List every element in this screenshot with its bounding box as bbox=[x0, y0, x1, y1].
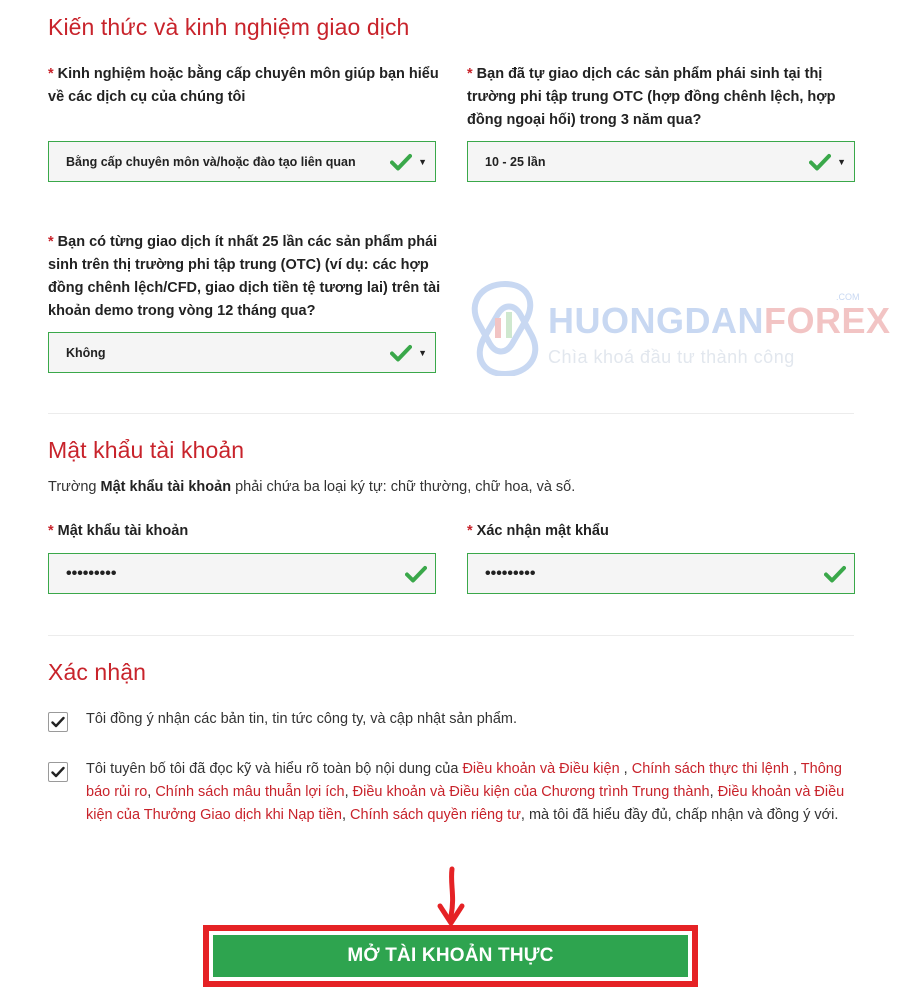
required-asterisk: * bbox=[48, 66, 54, 82]
password-label bbox=[48, 520, 188, 543]
question-otc-3-years-label bbox=[467, 63, 852, 132]
separator: , bbox=[788, 761, 801, 777]
password-requirements-text bbox=[48, 479, 575, 495]
confirm-password-value: ••••••••• bbox=[485, 564, 536, 582]
desc-prefix: Trường bbox=[48, 479, 101, 495]
section-divider bbox=[48, 635, 854, 636]
password-value: ••••••••• bbox=[66, 564, 117, 582]
chevron-down-icon: ▼ bbox=[418, 347, 427, 358]
question-text: Bạn có từng giao dịch ít nhất 25 lần các sản phẩm phái sinh trên thị trường phi tập trung (OTC) (ví dụ: các hợp đồng chênh lệch/CFD, giao dịch tiền tệ tương lai) trên tài khoản demo trong vòng 12 tháng qua? bbox=[48, 234, 441, 319]
label-text: Mật khẩu tài khoản bbox=[57, 523, 189, 539]
section-title-knowledge: Kiến thức và kinh nghiệm giao dịch bbox=[48, 14, 410, 40]
question-demo-trades-label bbox=[48, 231, 443, 323]
watermark bbox=[468, 280, 891, 380]
watermark-brand bbox=[548, 300, 891, 342]
link-terms-conditions[interactable]: Điều khoản và Điều kiện bbox=[462, 761, 620, 777]
valid-check-icon bbox=[390, 153, 412, 171]
link-conflicts-of-interest-policy[interactable]: Chính sách mâu thuẫn lợi ích bbox=[155, 784, 345, 800]
link-order-execution-policy[interactable]: Chính sách thực thi lệnh bbox=[631, 761, 789, 777]
section-title-password: Mật khẩu tài khoản bbox=[48, 437, 245, 463]
annotation-arrow-icon bbox=[436, 866, 466, 928]
separator: , bbox=[147, 784, 156, 800]
valid-check-icon bbox=[405, 565, 427, 583]
link-loyalty-program-terms[interactable]: Điều khoản và Điều kiện của Chương trình Trung thành bbox=[352, 784, 710, 800]
confirm-password-input[interactable] bbox=[467, 553, 855, 594]
separator: , bbox=[341, 807, 350, 823]
select-value: Bằng cấp chuyên môn và/hoặc đào tạo liên quan bbox=[66, 154, 356, 169]
separator: , bbox=[619, 761, 632, 777]
desc-bold: Mật khẩu tài khoản bbox=[100, 479, 232, 495]
watermark-brand-part2: FOREX bbox=[764, 300, 891, 341]
separator: , bbox=[709, 784, 718, 800]
link-deposit-bonus-terms[interactable]: Điều khoản và Điều kiện của Thưởng Giao dịch khi Nạp tiền bbox=[86, 784, 845, 823]
select-otc-trade-count[interactable] bbox=[467, 141, 855, 182]
label-text: Xác nhận mật khẩu bbox=[476, 523, 609, 539]
question-text: Kinh nghiệm hoặc bằng cấp chuyên môn giúp bạn hiểu về các dịch cụ của chúng tôi bbox=[48, 66, 439, 105]
select-professional-experience[interactable] bbox=[48, 141, 436, 182]
consent-text-part: Tôi tuyên bố tôi đã đọc kỹ và hiểu rõ toàn bộ nội dung của bbox=[86, 761, 463, 777]
select-value: Không bbox=[66, 345, 106, 360]
valid-check-icon bbox=[809, 153, 831, 171]
required-asterisk: * bbox=[48, 523, 54, 539]
question-text: Bạn đã tự giao dịch các sản phẩm phái sinh tại thị trường phi tập trung OTC (hợp đồng chênh lệch, hợp đồng ngoại hối) trong 3 năm qua? bbox=[467, 66, 836, 128]
select-demo-trades[interactable] bbox=[48, 332, 436, 373]
checkmark-icon bbox=[51, 765, 65, 779]
password-input[interactable] bbox=[48, 553, 436, 594]
watermark-logo-icon bbox=[470, 280, 540, 376]
consent-text-part: , mà tôi đã hiểu đầy đủ, chấp nhận và đồng ý với. bbox=[520, 807, 839, 823]
newsletter-checkbox[interactable] bbox=[48, 712, 68, 732]
terms-checkbox[interactable] bbox=[48, 762, 68, 782]
valid-check-icon bbox=[390, 344, 412, 362]
cta-highlight-box bbox=[203, 925, 698, 987]
required-asterisk: * bbox=[48, 234, 54, 250]
newsletter-consent-text: Tôi đồng ý nhận các bản tin, tin tức công ty, và cập nhật sản phẩm. bbox=[86, 711, 517, 727]
select-value: 10 - 25 lần bbox=[485, 154, 546, 169]
link-privacy-policy[interactable]: Chính sách quyền riêng tư bbox=[350, 807, 521, 823]
section-title-confirm: Xác nhận bbox=[48, 659, 146, 685]
watermark-suffix: .COM bbox=[836, 292, 860, 302]
question-professional-experience-label bbox=[48, 63, 443, 109]
open-real-account-button[interactable]: MỞ TÀI KHOẢN THỰC bbox=[213, 935, 688, 977]
confirm-password-label bbox=[467, 520, 609, 543]
chevron-down-icon: ▼ bbox=[837, 156, 846, 167]
separator: , bbox=[344, 784, 353, 800]
desc-suffix: phải chứa ba loại ký tự: chữ thường, chữ hoa, và số. bbox=[231, 479, 576, 495]
valid-check-icon bbox=[824, 565, 846, 583]
section-divider bbox=[48, 413, 854, 414]
link-risk-disclosure[interactable]: Thông báo rủi ro bbox=[86, 761, 842, 800]
required-asterisk: * bbox=[467, 66, 473, 82]
terms-consent-text bbox=[86, 758, 846, 827]
watermark-brand-part1: HUONGDAN bbox=[548, 300, 764, 341]
watermark-slogan: Chìa khoá đầu tư thành công bbox=[548, 347, 795, 367]
checkmark-icon bbox=[51, 715, 65, 729]
chevron-down-icon: ▼ bbox=[418, 156, 427, 167]
required-asterisk: * bbox=[467, 523, 473, 539]
